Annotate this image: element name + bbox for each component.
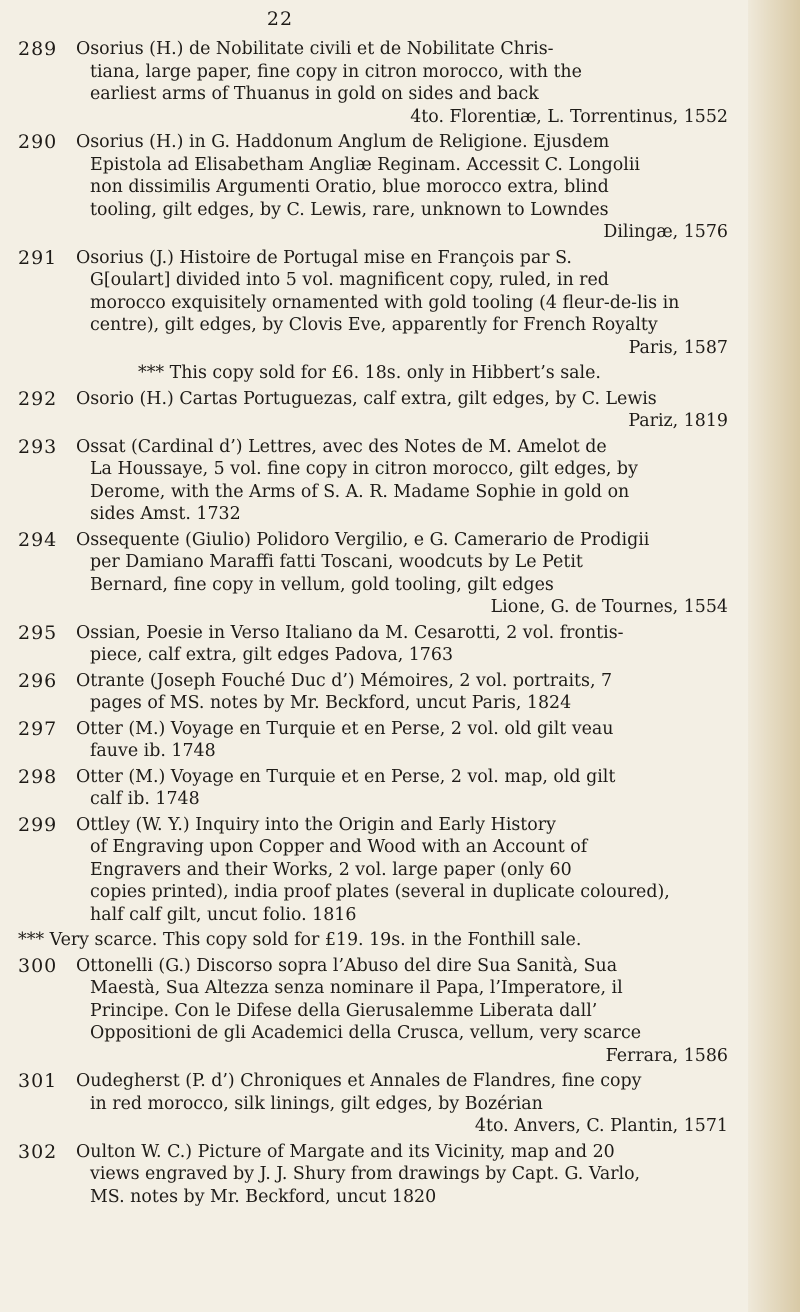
lot-number: 291 xyxy=(18,246,58,269)
description-line: copies printed), india proof plates (several in duplicate coloured), xyxy=(90,882,670,902)
lot-description xyxy=(76,718,734,763)
description-line: half calf gilt, uncut folio. 1816 xyxy=(90,904,357,925)
description-line: piece, calf extra, gilt edges Padova, 1763 xyxy=(90,645,454,665)
lot-number: 290 xyxy=(18,131,58,153)
lot-description xyxy=(76,814,734,927)
description-line: Derome, with the Arms of S. A. R. Madame Sophie in gold on xyxy=(90,481,630,502)
lot-number: 292 xyxy=(18,387,58,410)
description-line: calf ib. 1748 xyxy=(90,789,200,809)
lot-description xyxy=(76,38,734,128)
description-line: G[oulart] divided into 5 vol. magnificent copy, ruled, in red xyxy=(90,270,609,290)
catalogue-entry xyxy=(18,247,734,360)
lot-description xyxy=(76,388,734,433)
description-line: Epistola ad Elisabetham Angliæ Reginam. Accessit C. Longolii xyxy=(90,154,640,175)
catalogue-entry xyxy=(18,1070,734,1138)
catalogue-entry xyxy=(18,38,734,128)
lot-description xyxy=(76,670,734,715)
description-line: Maestà, Sua Altezza senza nominare il Papa, l’Imperatore, il xyxy=(90,978,623,998)
description-line: Oudegherst (P. d’) Chroniques et Annales de Flandres, fine copy xyxy=(76,1071,642,1091)
description-line: La Houssaye, 5 vol. fine copy in citron morocco, gilt edges, by xyxy=(90,459,638,479)
lot-number: 300 xyxy=(18,954,58,977)
description-line: 4to. Anvers, C. Plantin, 1571 xyxy=(474,1116,728,1136)
description-line: per Damiano Maraffi fatti Toscani, woodcuts by Le Petit xyxy=(90,552,583,572)
lot-description xyxy=(76,955,734,1068)
lot-number: 302 xyxy=(18,1140,58,1163)
description-line: Bernard, fine copy in vellum, gold tooling, gilt edges xyxy=(90,574,554,595)
catalogue-entry xyxy=(18,388,734,433)
description-line: Ossat (Cardinal d’) Lettres, avec des Notes de M. Amelot de xyxy=(76,436,607,457)
description-line: Otter (M.) Voyage en Turquie et en Perse, 2 vol. old gilt veau xyxy=(76,718,614,739)
description-line: Lione, G. de Tournes, 1554 xyxy=(490,597,728,617)
lot-description xyxy=(76,247,734,360)
catalogue-entries xyxy=(18,38,734,1211)
description-line: fauve ib. 1748 xyxy=(90,741,216,761)
description-line: Oulton W. C.) Picture of Margate and its Vicinity, map and 20 xyxy=(76,1141,615,1162)
lot-number: 301 xyxy=(18,1070,58,1092)
lot-description xyxy=(76,529,734,619)
description-line: Paris, 1587 xyxy=(628,337,728,358)
description-line: tooling, gilt edges, by C. Lewis, rare, unknown to Lowndes xyxy=(90,199,609,220)
description-line: earliest arms of Thuanus in gold on sides and back xyxy=(90,84,539,104)
description-line: of Engraving upon Copper and Wood with an Account of xyxy=(90,837,588,857)
sale-note: *** This copy sold for £6. 18s. only in Hibbert’s sale. xyxy=(138,363,601,383)
page-number: 22 xyxy=(266,8,294,30)
description-line: Principe. Con le Difese della Gierusalemme Liberata dall’ xyxy=(90,1000,598,1021)
lot-number: 297 xyxy=(18,717,58,740)
catalogue-entry xyxy=(18,955,734,1068)
description-line: non dissimilis Argumenti Oratio, blue morocco extra, blind xyxy=(90,177,609,197)
catalogue-entry xyxy=(18,718,734,763)
description-line: in red morocco, silk linings, gilt edges, by Bozérian xyxy=(90,1093,543,1114)
description-line: sides Amst. 1732 xyxy=(90,504,241,524)
catalogue-entry xyxy=(18,766,734,811)
lot-description xyxy=(76,622,734,667)
description-line: pages of MS. notes by Mr. Beckford, uncut Paris, 1824 xyxy=(90,693,572,713)
description-line: tiana, large paper, fine copy in citron morocco, with the xyxy=(90,61,582,82)
description-line: centre), gilt edges, by Clovis Eve, apparently for French Royalty xyxy=(90,315,658,335)
catalogue-entry xyxy=(18,1141,734,1209)
catalogue-entry xyxy=(18,814,734,927)
lot-number: 298 xyxy=(18,765,58,788)
description-line: Osorio (H.) Cartas Portuguezas, calf extra, gilt edges, by C. Lewis xyxy=(76,388,657,409)
catalogue-entry xyxy=(18,670,734,715)
description-line: Engravers and their Works, 2 vol. large paper (only 60 xyxy=(90,859,572,880)
description-line: Dilingæ, 1576 xyxy=(603,222,728,242)
catalogue-entry xyxy=(18,622,734,667)
description-line: Ottley (W. Y.) Inquiry into the Origin and Early History xyxy=(76,814,556,835)
lot-description xyxy=(76,1141,734,1209)
description-line: Pariz, 1819 xyxy=(628,411,728,431)
lot-description xyxy=(76,766,734,811)
lot-description xyxy=(76,131,734,244)
lot-number: 299 xyxy=(18,813,58,836)
description-line: views engraved by J. J. Shury from drawings by Capt. G. Varlo, xyxy=(90,1164,641,1184)
lot-description xyxy=(76,436,734,526)
description-line: morocco exquisitely ornamented with gold tooling (4 fleur-de-lis in xyxy=(90,292,680,313)
description-line: Ossian, Poesie in Verso Italiano da M. Cesarotti, 2 vol. frontis- xyxy=(76,622,624,643)
page-edge-shadow xyxy=(748,0,800,1312)
lot-number: 295 xyxy=(18,621,58,644)
description-line: 4to. Florentiæ, L. Torrentinus, 1552 xyxy=(410,106,728,127)
lot-number: 296 xyxy=(18,669,58,692)
description-line: Osorius (H.) de Nobilitate civili et de Nobilitate Chris- xyxy=(76,39,554,59)
description-line: Osorius (H.) in G. Haddonum Anglum de Religione. Ejusdem xyxy=(76,132,610,152)
lot-number: 293 xyxy=(18,435,58,458)
description-line: Ferrara, 1586 xyxy=(605,1045,728,1066)
catalogue-entry xyxy=(18,131,734,244)
description-line: Oppositioni de gli Academici della Crusca, vellum, very scarce xyxy=(90,1023,641,1043)
description-line: MS. notes by Mr. Beckford, uncut 1820 xyxy=(90,1186,437,1207)
description-line: Osorius (J.) Histoire de Portugal mise en François par S. xyxy=(76,247,572,268)
description-line: Ossequente (Giulio) Polidoro Vergilio, e G. Camerario de Prodigii xyxy=(76,529,650,550)
lot-number: 289 xyxy=(18,38,58,60)
lot-description xyxy=(76,1070,734,1138)
catalogue-entry xyxy=(18,436,734,526)
description-line: Otter (M.) Voyage en Turquie et en Perse, 2 vol. map, old gilt xyxy=(76,766,616,787)
description-line: Otrante (Joseph Fouché Duc d’) Mémoires, 2 vol. portraits, 7 xyxy=(76,670,613,691)
lot-number: 294 xyxy=(18,528,58,551)
catalogue-entry xyxy=(18,529,734,619)
sale-note: *** Very scarce. This copy sold for £19. 19s. in the Fonthill sale. xyxy=(18,930,582,950)
description-line: Ottonelli (G.) Discorso sopra l’Abuso del dire Sua Sanità, Sua xyxy=(76,955,618,976)
